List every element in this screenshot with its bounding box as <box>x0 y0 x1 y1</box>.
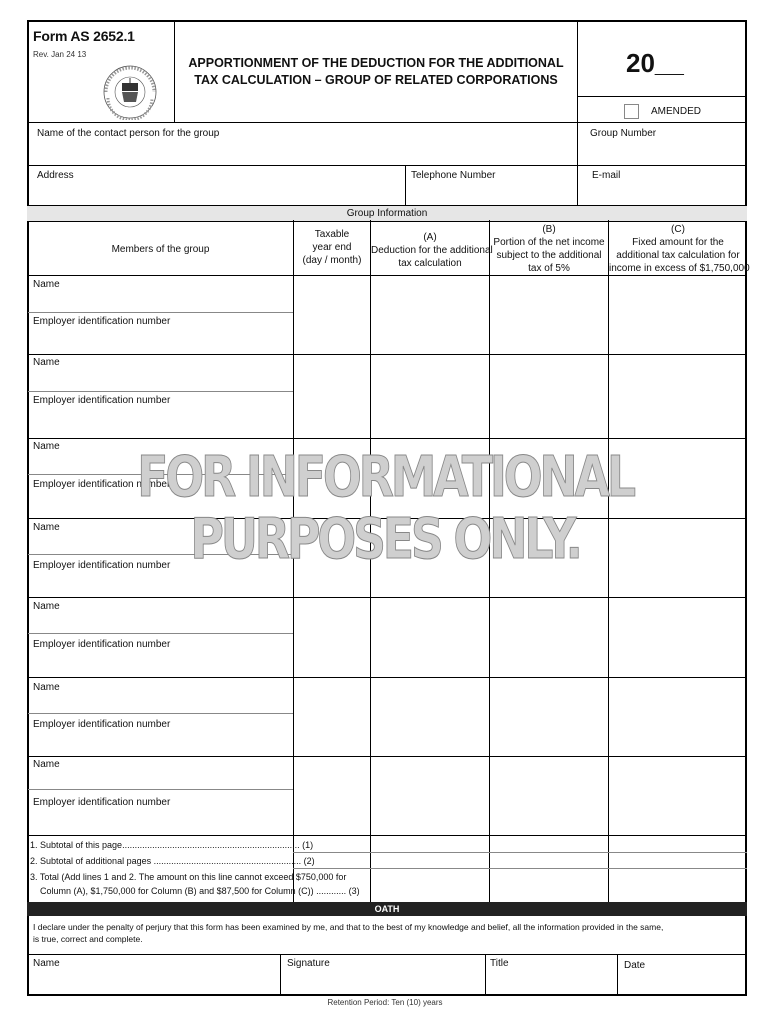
oath-title-field[interactable] <box>486 955 616 995</box>
total-label-line1: 3. Total (Add lines 1 and 2. The amount on this line cannot exceed $750,000 for <box>30 872 347 882</box>
member-ein-label: Employer identification number <box>33 719 171 730</box>
oath-band <box>27 902 747 916</box>
divider <box>27 275 747 276</box>
divider <box>577 96 747 97</box>
header-line: Fixed amount for the <box>632 237 724 248</box>
row-subdivider <box>28 391 293 392</box>
contact-person-field[interactable] <box>28 123 576 164</box>
divider <box>27 354 747 355</box>
subtotal-page-label: 1. Subtotal of this page....................................................................... (1) <box>30 840 314 850</box>
group-number-label: Group Number <box>590 128 657 139</box>
member-name-label: Name <box>33 682 60 693</box>
watermark <box>119 445 652 572</box>
divider <box>27 835 747 836</box>
oath-title-label: Title <box>490 958 509 969</box>
header-line: (day / month) <box>302 255 362 266</box>
member-ein-label: Employer identification number <box>33 639 171 650</box>
header-line: year end <box>312 242 352 253</box>
member-ein-label: Employer identification number <box>33 479 171 490</box>
watermark-line1: FOR INFORMATIONAL <box>137 445 633 510</box>
email-label: E-mail <box>592 170 621 181</box>
form-number: Form AS 2652.1 <box>33 28 135 44</box>
member-name-label: Name <box>33 759 60 770</box>
member-name-label: Name <box>33 357 60 368</box>
divider <box>27 597 747 598</box>
row-subdivider <box>293 852 747 853</box>
signature-field[interactable] <box>281 955 484 995</box>
group-information-title: Group Information <box>346 208 428 219</box>
header-line: income in excess of $1,750,000 <box>609 263 750 274</box>
header-line: tax calculation <box>398 258 462 269</box>
oath-text-line2: is true, correct and complete. <box>33 934 143 944</box>
header-line: (B) <box>542 224 556 235</box>
header-line: Portion of the net income <box>493 237 605 248</box>
signature-label: Signature <box>287 958 330 969</box>
header-line: Deduction for the additional <box>371 245 493 256</box>
telephone-field[interactable] <box>406 166 576 204</box>
contact-person-label: Name of the contact person for the group <box>37 128 220 139</box>
divider <box>27 438 747 439</box>
member-ein-label: Employer identification number <box>33 316 171 327</box>
subtotal-additional-label: 2. Subtotal of additional pages ........................................................... (2) <box>30 856 315 866</box>
form-title-line2: TAX CALCULATION – GROUP OF RELATED CORPORATIONS <box>194 72 558 87</box>
oath-title: OATH <box>374 904 400 914</box>
taxable-year-header <box>294 228 370 267</box>
divider <box>27 756 747 757</box>
member-ein-label: Employer identification number <box>33 395 171 406</box>
group-information-band <box>27 205 747 222</box>
address-field[interactable] <box>28 166 404 204</box>
row-subdivider <box>28 633 293 634</box>
row-subdivider <box>28 312 293 313</box>
member-name-label: Name <box>33 441 60 452</box>
address-label: Address <box>37 170 74 181</box>
header-line: (A) <box>423 232 437 243</box>
header-line: Taxable <box>314 229 350 240</box>
retention-period: Retention Period: Ten (10) years <box>327 998 443 1007</box>
amended-label: AMENDED <box>651 106 702 117</box>
members-header: Members of the group <box>111 244 210 255</box>
amended-checkbox[interactable] <box>624 104 639 119</box>
header-line: additional tax calculation for <box>616 250 740 261</box>
tax-year[interactable]: 20__ <box>626 48 684 78</box>
date-field[interactable] <box>618 955 746 995</box>
total-label-line2: Column (A), $1,750,000 for Column (B) and $87,500 for Column (C)) ............ (3) <box>40 886 360 896</box>
member-ein-label: Employer identification number <box>33 560 171 571</box>
member-name-label: Name <box>33 279 60 290</box>
row-subdivider <box>293 868 747 869</box>
header-line: tax of 5% <box>528 263 570 274</box>
column-c-header <box>609 223 750 275</box>
treasury-seal-icon <box>102 64 158 120</box>
member-name-label: Name <box>33 522 60 533</box>
telephone-label: Telephone Number <box>411 170 496 181</box>
member-ein-label: Employer identification number <box>33 797 171 808</box>
email-field[interactable] <box>578 166 746 204</box>
divider <box>174 20 175 122</box>
column-b-header <box>490 223 608 275</box>
oath-text-line1: I declare under the penalty of perjury that this form has been examined by me, and that to the best of my knowledge and belief, all the information provided in the same, <box>33 922 664 932</box>
row-subdivider <box>28 713 293 714</box>
group-number-field[interactable] <box>578 123 746 164</box>
form-title <box>176 55 576 89</box>
oath-name-label: Name <box>33 958 60 969</box>
header-line: (C) <box>671 224 685 235</box>
watermark-line2: PURPOSES ONLY. <box>190 507 580 572</box>
revision-date: Rev. Jan 24 13 <box>33 50 87 59</box>
header-line: subject to the additional <box>496 250 602 261</box>
row-subdivider <box>28 789 293 790</box>
column-a-header <box>371 231 493 270</box>
form-title-line1: APPORTIONMENT OF THE DEDUCTION FOR THE ADDITIONAL <box>188 56 564 70</box>
oath-name-field[interactable] <box>28 955 279 995</box>
member-name-label: Name <box>33 601 60 612</box>
date-label: Date <box>624 960 646 971</box>
divider <box>27 677 747 678</box>
